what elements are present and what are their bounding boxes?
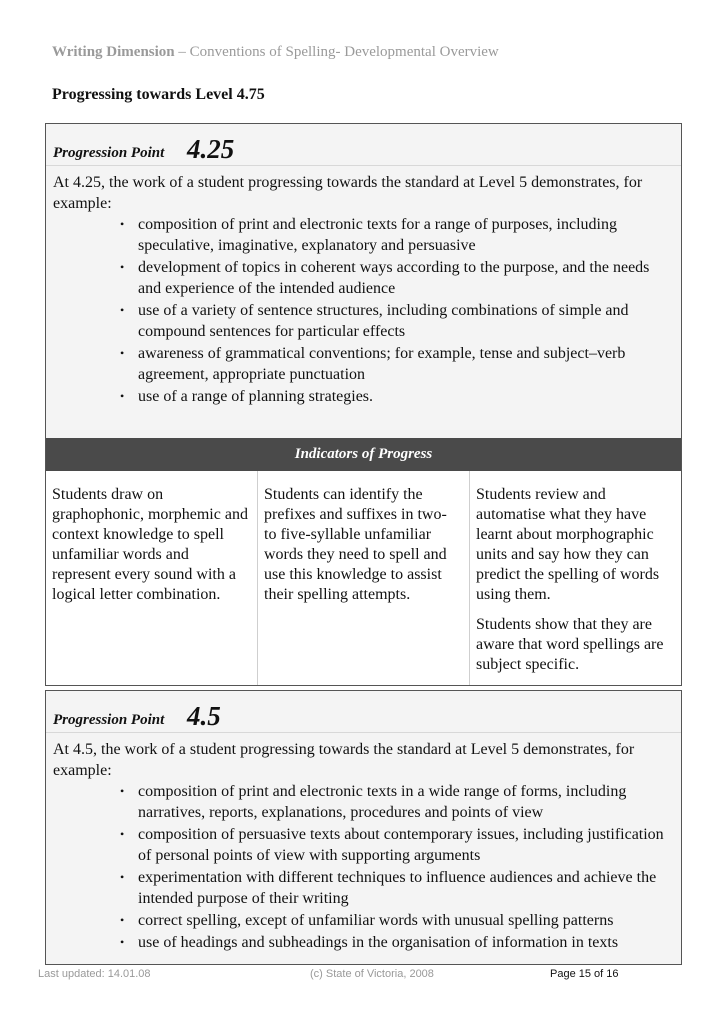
indicator-text: Students show that they are aware that word spellings are subject specific. xyxy=(476,616,664,673)
footer-copyright: (c) State of Victoria, 2008 xyxy=(310,968,434,980)
list-item xyxy=(120,214,675,256)
footer-page-number: Page 15 of 16 xyxy=(550,968,619,980)
page-subtitle: Progressing towards Level 4.75 xyxy=(52,86,265,103)
progression-point-number: 4.25 xyxy=(187,134,235,164)
indicator-text: Students can identify the prefixes and suffixes in two- to five-syllable unfamiliar words they need to spell and use this knowledge to assist their spelling attempts. xyxy=(264,486,447,603)
document-header xyxy=(52,44,499,61)
bullet-icon: • xyxy=(120,870,125,884)
indicators-table xyxy=(46,471,681,685)
bullet-icon: • xyxy=(120,784,125,798)
list-item-text: awareness of grammatical conventions; for example, tense and subject–verb agreement, appropriate punctuation xyxy=(138,345,626,383)
bullet-icon: • xyxy=(120,260,125,274)
page-footer xyxy=(38,968,682,986)
progression-point-label: Progression Point xyxy=(53,145,165,161)
bullet-icon: • xyxy=(120,303,125,317)
progression-point-heading xyxy=(46,691,681,733)
list-item-text: composition of persuasive texts about contemporary issues, including justification of personal points of view with supporting arguments xyxy=(138,826,664,864)
bullet-icon: • xyxy=(120,346,125,360)
header-topic: – Conventions of Spelling- Developmental Overview xyxy=(174,44,499,60)
progression-point-heading xyxy=(46,124,681,166)
indicators-heading: Indicators of Progress xyxy=(46,438,681,471)
list-item xyxy=(120,781,675,823)
indicator-column xyxy=(258,471,470,685)
list-item-text: use of headings and subheadings in the organisation of information in texts xyxy=(138,934,619,951)
progression-intro: At 4.25, the work of a student progressing towards the standard at Level 5 demonstrates, for example: xyxy=(53,174,643,212)
list-item xyxy=(120,257,675,299)
list-item xyxy=(120,300,675,342)
indicator-column xyxy=(46,471,258,685)
list-item-text: development of topics in coherent ways according to the purpose, and the needs and experience of the intended audience xyxy=(138,259,650,297)
list-item xyxy=(120,824,675,866)
bullet-icon: • xyxy=(120,913,125,927)
indicator-text: Students review and automatise what they have learnt about morphographic units and say how they can predict the spelling of words using them. xyxy=(476,486,660,603)
progression-intro: At 4.5, the work of a student progressing towards the standard at Level 5 demonstrates, for example: xyxy=(53,741,635,779)
list-item xyxy=(120,910,675,931)
progression-bullet-list xyxy=(46,214,681,407)
list-item xyxy=(120,386,675,407)
progression-point-section xyxy=(45,690,682,965)
indicator-column xyxy=(470,471,681,685)
list-item-text: use of a variety of sentence structures, including combinations of simple and compound sentences for particular effects xyxy=(138,302,629,340)
indicator-text: Students draw on graphophonic, morphemic and context knowledge to spell unfamiliar words and represent every sound with a logical letter combination. xyxy=(52,486,248,603)
list-item-text: experimentation with different techniques to influence audiences and achieve the intended purpose of their writing xyxy=(138,869,657,907)
bullet-icon: • xyxy=(120,935,125,949)
progression-point-section xyxy=(45,123,682,686)
bullet-icon: • xyxy=(120,389,125,403)
list-item xyxy=(120,343,675,385)
progression-point-number: 4.5 xyxy=(187,701,221,731)
bullet-icon: • xyxy=(120,827,125,841)
list-item-text: correct spelling, except of unfamiliar words with unusual spelling patterns xyxy=(138,912,614,929)
list-item-text: use of a range of planning strategies. xyxy=(138,388,374,405)
list-item-text: composition of print and electronic texts in a wide range of forms, including narratives, reports, explanations, procedures and points of view xyxy=(138,783,627,821)
list-item xyxy=(120,867,675,909)
header-dimension: Writing Dimension xyxy=(52,44,175,60)
bullet-icon: • xyxy=(120,217,125,231)
footer-last-updated: Last updated: 14.01.08 xyxy=(38,968,151,980)
progression-bullet-list xyxy=(46,781,681,953)
list-item xyxy=(120,932,675,953)
list-item-text: composition of print and electronic texts for a range of purposes, including speculative, imaginative, explanatory and persuasive xyxy=(138,216,617,254)
progression-point-label: Progression Point xyxy=(53,712,165,728)
